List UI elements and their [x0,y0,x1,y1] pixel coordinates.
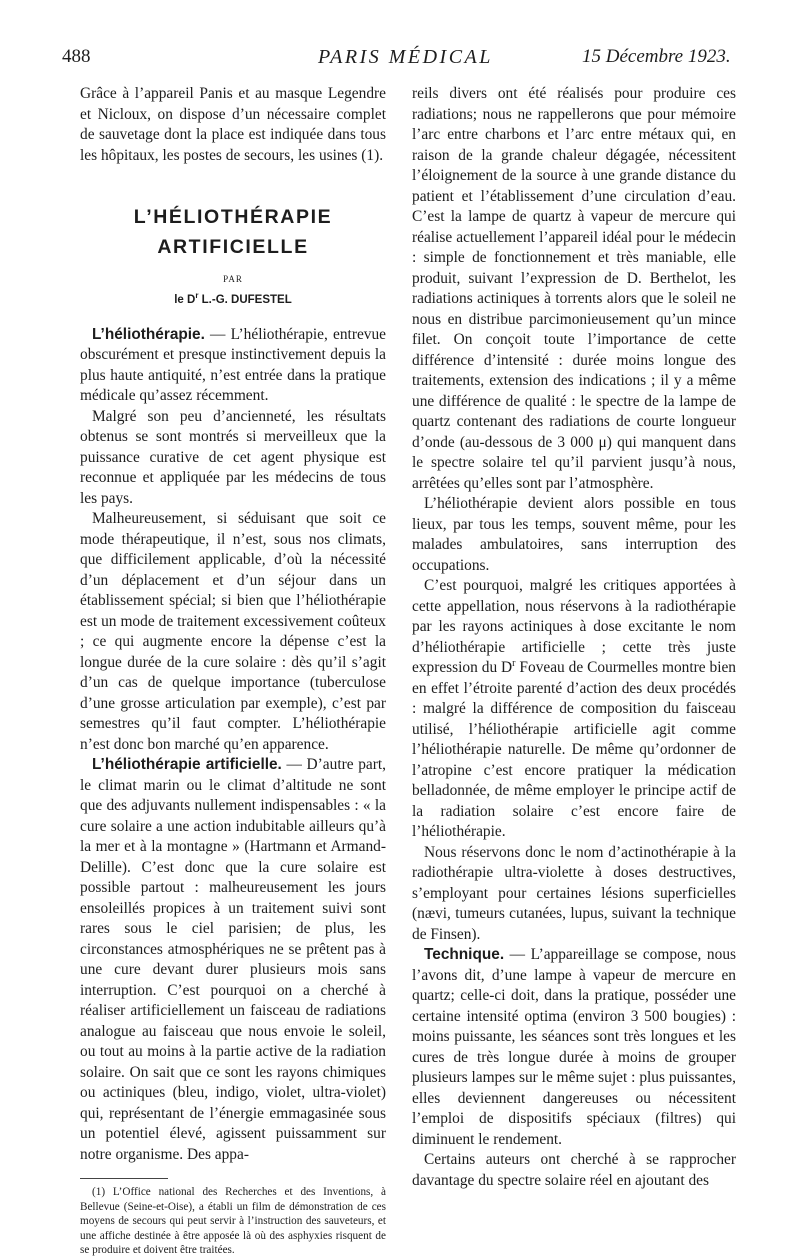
issue-date: 15 Décembre 1923. [582,46,731,67]
section2-text: — D’autre part, le climat marin ou le climat d’altitude ne sont que des adjuvants nullement indispensables : « la cure solaire a une action indubitable ailleurs qu’à la mer et à la montagne » (Hartmann et Armand-Delille). C’est donc que la cure solaire est possible partout : malheureusement les jours ensoleillés propices à un traitement suivi sont rares sous le ciel parisien; de plus, les circonstances atmosphériques ne se prêtent pas à une cure devant durer plusieurs mois sans interruption. C’est pourquoi on a cherché à réaliser artificiellement un faisceau de radiations analogue au faisceau que nous envoie le soleil, ou tout au moins à la partie active de la radiation solaire. On sait que ce sont les rayons chimiques ou actiniques (bleu, indigo, violet, ultra-violet) qui, représentant de l’énergie emmagasinée sous un potentiel élevé, agissent puissamment sur notre organisme. Des appa- [80,756,386,1163]
author-name: L.-G. DUFESTEL [201,294,292,306]
para3-sup: r [512,657,516,669]
right-paragraph-4: Nous réservons donc le nom d’actinothérapie à la radiothérapie ultra-violette à doses destructives, s’employant pour certaines lésions superficielles (nævi, tumeurs cutanées, lupus, suivant la technique de Finsen). [412,843,736,943]
right-paragraph-1: reils divers ont été réalisés pour produire ces radiations; nous ne rappellerons que pour mémoire l’arc entre charbons et l’arc entre métaux qui, en raison de la grande chaleur dégagée, nécessitent l’éloignement de la source à une grande distance du patient et l’établissement d’une circulation d’eau. C’est la lampe de quartz à vapeur de mercure qui réalise actuellement l’appareil idéal pour le médecin : simple de fonctionnement et très maniable, elle produit, suivant l’expression de D. Berthelot, les radiations actiniques à torrents alors que le soleil ne nous en distribue parcimonieusement qu’un mince filet. On conçoit toute l’importance de cette différence d’intensité : durée moins longue des traitements, extension des indications ; il y a même une différence de qualité : le spectre de la lampe de quartz contenant des radiations de courte longueur d’onde (au-dessous de 3 000 μ) qui manquent dans le spectre solaire tel qu’il parvient jusqu’à nous, arrêtées qu’elles sont par l’atmosphère. [412,85,736,492]
section1-heading: L’héliothérapie. [92,325,205,343]
right-paragraph-2: L’héliothérapie devient alors possible en tous lieux, par tous les temps, souvent même, pour les malades ambulatoires, sans interruption des occupations. [412,495,736,574]
right-paragraph-3 [412,576,736,843]
section-technique [412,945,736,1150]
right-paragraph-6: Certains auteurs ont cherché à se rapprocher davantage du spectre solaire réel en ajoutant des [412,1151,736,1189]
article-title [80,202,386,262]
author-sup: r [195,291,199,301]
section-heliotherapie-artificielle [80,755,386,1165]
author-prefix: le D [174,294,196,306]
right-column [412,84,736,1191]
paragraph-2: Malgré son peu d’ancienneté, les résultats obtenus se sont montrés si merveilleux que la puissance curative de cet agent physique est reconnue et appliquée par les médecins de tous les pays. [80,407,386,507]
article-title-line2: ARTIFICIELLE [157,236,309,258]
footnote-rule [80,1178,168,1179]
section-heliotherapie [80,325,386,407]
section3-heading: Technique. [424,946,505,963]
footnote: (1) L’Office national des Recherches et des Inventions, à Bellevue (Seine-et-Oise), a établi un film de démonstration de ces moyens de secours qui peut servir à l’instruction des sauveteurs, et une affiche destinée à être apposée là où des asphyxies risquent de se produire et doivent être traitées. [80,1186,386,1256]
para3-after: Foveau de Courmelles montre bien en effet l’étroite parenté d’action des deux procédés : malgré la différence de composition du faisceau utilisé, l’héliothérapie artificielle agit comme l’héliothérapie naturelle. De même qu’ordonner de l’atropine c’est encore pratiquer la médication belladonnée, de même employer le principe actif de la radiation solaire c’est encore faire de l’héliothérapie. [412,659,736,840]
para3-before: C’est pourquoi, malgré les critiques apportées à cette appellation, nous réservons à la radiothérapie par les rayons actiniques à dose excitante le nom d’héliothérapie artificielle ; cette très juste expression du D [412,577,736,676]
section3-text: — L’appareillage se compose, nous l’avons dit, d’une lampe à vapeur de mercure en quartz; celle-ci doit, dans la pratique, posséder une certaine intensité optima (environ 3 500 bougies) : moins puissante, les séances sont très longues et les cures de très longue durée à moins de grouper plusieurs lampes sur le même sujet : plus puissantes, elles deviennent dangereuses ou nécessitent l’emploi de dispositifs spéciaux (filtres) qui diminuent le rendement. [412,946,736,1148]
page-number: 488 [62,46,91,67]
article-title-line1: L’HÉLIOTHÉRAPIE [133,206,333,228]
section2-heading: L’héliothérapie artificielle. [92,756,282,773]
section1-text: — L’héliothérapie, entrevue obscurément et presque instinctivement depuis la plus haute antiquité, n’est entrée dans la pratique médicale qu’assez récemment. [80,325,386,404]
by-label: PAR [223,274,243,284]
author-byline [80,290,386,311]
journal-title: PARIS MÉDICAL [318,46,493,68]
left-column [80,84,386,1258]
intro-paragraph: Grâce à l’appareil Panis et au masque Legendre et Nicloux, on dispose d’un nécessaire complet de sauvetage dont la place est indiquée dans tous les hôpitaux, les postes de secours, les usines (1). [80,85,386,164]
paragraph-3: Malheureusement, si séduisant que soit ce mode thérapeutique, il n’est, sous nos climats, que difficilement applicable, d’où la nécessité d’un déplacement et d’un séjour dans un établissement spécial; si bien que l’héliothérapie est un mode de traitement excessivement coûteux ; ce qui augmente encore la dépense c’est la longue durée de la cure solaire : dès qu’il s’agit d’un cas de quelque importance (tuberculose d’une grosse articulation par exemple), c’est par semestres qu’il faut compter. L’héliothérapie n’est donc bon marché qu’en apparence. [80,510,386,753]
